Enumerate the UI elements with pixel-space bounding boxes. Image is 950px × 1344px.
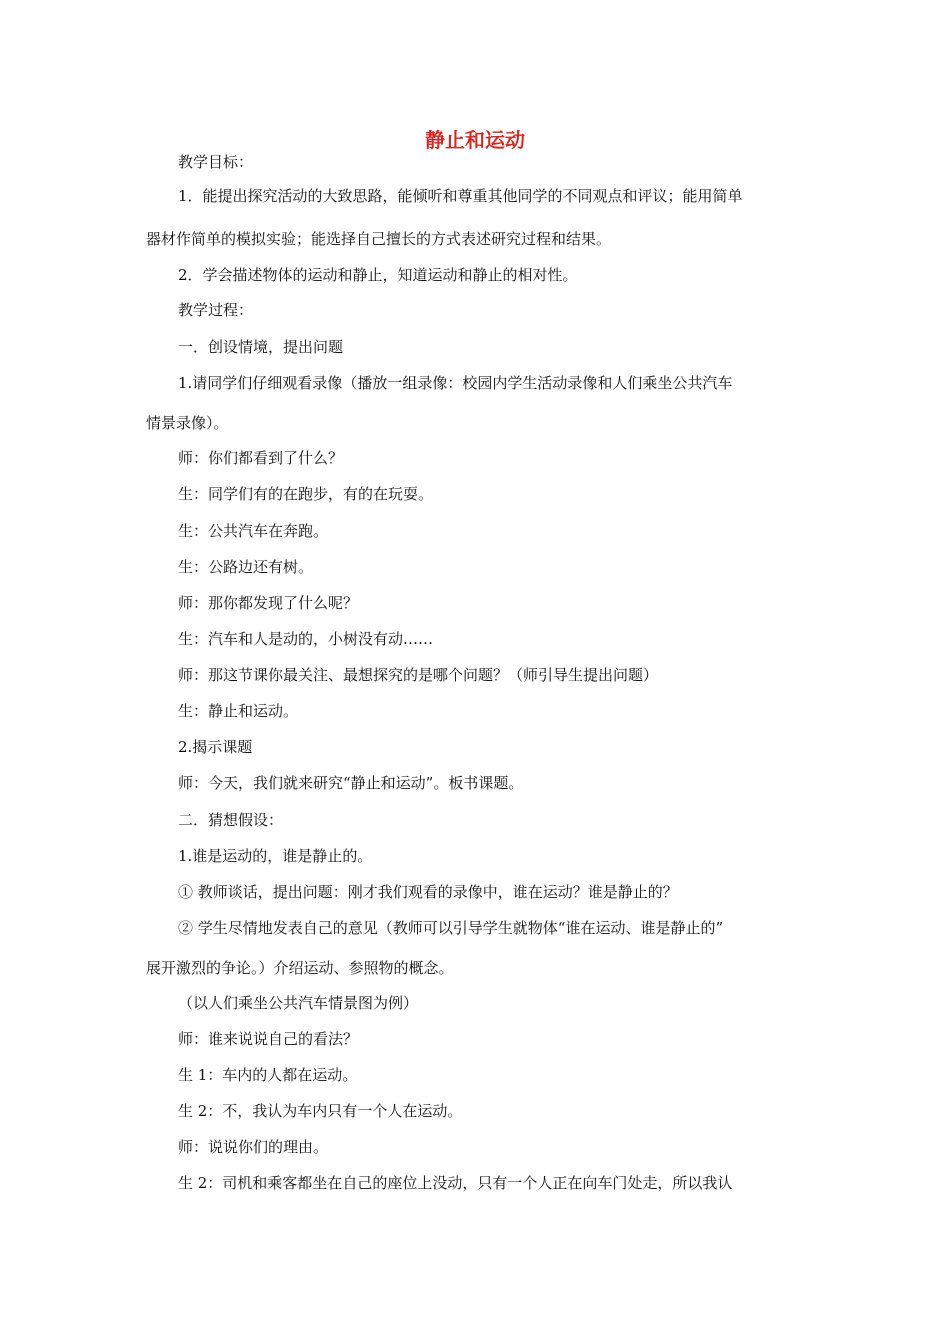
paragraph-line: ② 学生尽情地发表自己的意见（教师可以引导学生就物体“谁在运动、谁是静止的”: [178, 919, 724, 937]
paragraph-line: （以人们乘坐公共汽车情景图为例）: [178, 994, 419, 1012]
paragraph-line: 师：那这节课你最关注、最想探究的是哪个问题？（师引导生提出问题）: [178, 666, 659, 684]
paragraph-line: 生：静止和运动。: [178, 702, 299, 720]
paragraph-line: 生：公路边还有树。: [178, 558, 314, 576]
paragraph-line: 二．猜想假设：: [178, 811, 284, 829]
paragraph-line: 生 2：司机和乘客都坐在自己的座位上没动，只有一个人正在向车门处走，所以我认: [178, 1174, 733, 1192]
paragraph-line: 展开激烈的争论。）介绍运动、参照物的概念。: [146, 959, 454, 977]
paragraph-line: 教学过程：: [178, 301, 254, 319]
paragraph-line: 师：那你都发现了什么呢？: [178, 594, 359, 612]
paragraph-line: 师：你们都看到了什么？: [178, 449, 344, 467]
paragraph-line: 一．创设情境，提出问题: [178, 338, 344, 356]
document-title: 静止和运动: [425, 128, 525, 152]
paragraph-line: ① 教师谈话，提出问题：刚才我们观看的录像中，谁在运动？谁是静止的？: [178, 883, 678, 901]
paragraph-line: 生：汽车和人是动的，小树没有动……: [178, 630, 434, 648]
paragraph-line: 师：说说你们的理由。: [178, 1138, 329, 1156]
paragraph-line: 师：谁来说说自己的看法？: [178, 1030, 359, 1048]
paragraph-line: 生：公共汽车在奔跑。: [178, 522, 329, 540]
paragraph-line: 师：今天，我们就来研究“静止和运动”。板书课题。: [178, 774, 524, 792]
paragraph-line: 1.请同学们仔细观看录像（播放一组录像：校园内学生活动录像和人们乘坐公共汽车: [178, 374, 733, 392]
paragraph-line: 生：同学们有的在跑步，有的在玩耍。: [178, 485, 434, 503]
paragraph-line: 器材作简单的模拟实验；能选择自己擅长的方式表述研究过程和结果。: [146, 230, 612, 248]
paragraph-line: 生 1：车内的人都在运动。: [178, 1066, 358, 1084]
paragraph-line: 1．能提出探究活动的大致思路，能倾听和尊重其他同学的不同观点和评议；能用简单: [178, 187, 743, 205]
paragraph-line: 教学目标：: [178, 153, 254, 171]
paragraph-line: 2．学会描述物体的运动和静止，知道运动和静止的相对性。: [178, 266, 578, 284]
paragraph-line: 1.谁是运动的，谁是静止的。: [178, 847, 373, 865]
paragraph-line: 2.揭示课题: [178, 738, 253, 756]
paragraph-line: 生 2：不，我认为车内只有一个人在运动。: [178, 1102, 463, 1120]
paragraph-line: 情景录像）。: [146, 414, 229, 432]
